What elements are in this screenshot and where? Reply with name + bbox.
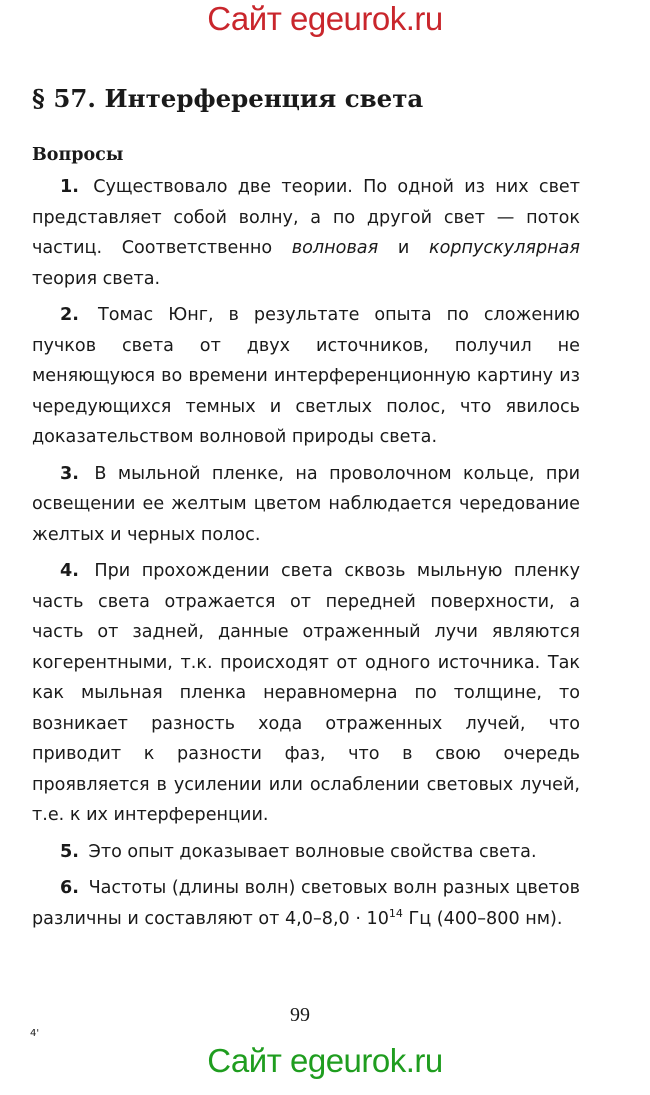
answer-text: Гц (400–800 нм). — [402, 908, 563, 929]
corner-mark: 4' — [30, 1028, 40, 1039]
answer-text: теория света. — [32, 268, 161, 289]
italic-term-corpuscular: корпускулярная — [428, 238, 580, 258]
page-number: 99 — [290, 1004, 310, 1026]
answer-text: Частоты (длины волн) световых волн разных цветов различны и составляют от 4,0–8,0 · 10 — [32, 878, 580, 929]
answer-5 — [32, 837, 580, 868]
answer-text: Это опыт доказывает волновые свойства света. — [88, 841, 537, 862]
answer-number: 6. — [60, 878, 79, 898]
answer-number: 4. — [60, 561, 79, 581]
answer-text: При прохождении света сквозь мыльную пленку часть света отражается от передней поверхности, а часть от задней, данные отраженный лучи являются когерентными, т.к. происходят от одного источника. Так как мыльная пленка неравномерна по толщине, то возникает разность хода отраженных лучей, что приводит к разности фаз, что в свою очередь проявляется в усилении или ослаблении световых лучей, т.е. к их интерференции. — [32, 561, 581, 825]
answer-4 — [32, 556, 580, 831]
answer-text: Томас Юнг, в результате опыта по сложению пучков света от двух источников, получил не меняющуюся во времени интерференционную картину из чередующихся темных и светлых полос, что явилось доказательством волновой природы света. — [32, 305, 580, 447]
answer-text: Существовало две теории. По одной из них свет представляет собой волну, а по другой свет — поток частиц. Соответственно — [32, 177, 581, 258]
section-title: § 57. Интерференция света — [32, 84, 424, 113]
answer-number: 5. — [60, 841, 79, 862]
answer-number: 3. — [60, 463, 79, 484]
exponent: 14 — [388, 906, 403, 920]
answer-2 — [32, 300, 580, 453]
watermark-bottom: Сайт egeurok.ru — [207, 1042, 443, 1079]
answer-list — [32, 172, 580, 934]
answer-text: и — [378, 238, 429, 258]
watermark-top: Сайт egeurok.ru — [207, 0, 443, 37]
answer-number: 1. — [60, 177, 79, 197]
answer-3 — [32, 459, 580, 551]
questions-heading: Вопросы — [32, 145, 124, 165]
textbook-page — [32, 78, 580, 940]
answer-6 — [32, 873, 580, 934]
answer-number: 2. — [60, 305, 79, 325]
italic-term-wave: волновая — [291, 238, 379, 258]
answer-text: В мыльной пленке, на проволочном кольце, при освещении ее желтым цветом наблюдается чередование желтых и черных полос. — [32, 463, 581, 545]
answer-1 — [32, 172, 580, 294]
